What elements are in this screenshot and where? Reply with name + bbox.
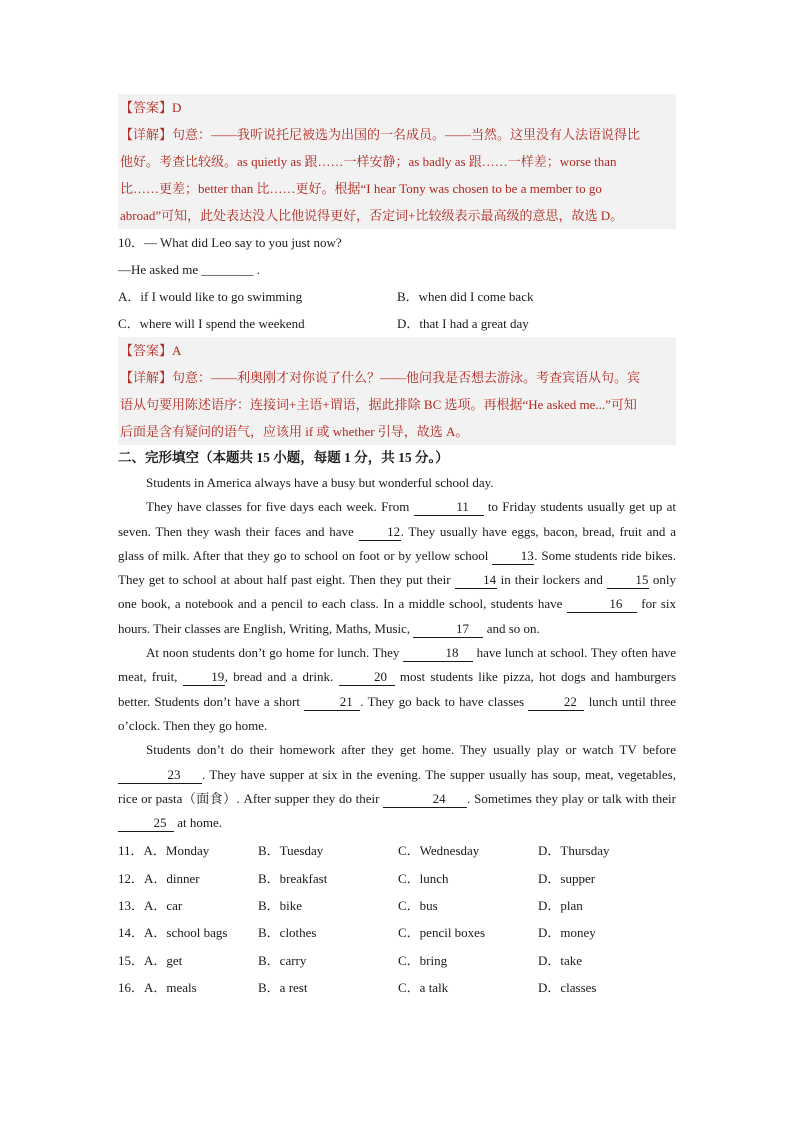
q10-reply: —He asked me ________ .: [118, 262, 260, 277]
choice-option: 11．A．Monday: [118, 843, 210, 859]
choice-row: [118, 919, 676, 946]
blank-24: 24: [383, 791, 467, 808]
choice-option: 16．A．meals: [118, 979, 197, 995]
passage-text: at home.: [174, 815, 223, 831]
passage-paragraph: [118, 641, 676, 738]
choice-option: B．bike: [258, 898, 303, 914]
blank-22: 22: [528, 694, 584, 711]
choice-option: D．plan: [538, 898, 583, 914]
q9-answer: 【答案】D: [120, 100, 182, 115]
q9-detail-line: 他好。考查比较级。as quietly as 跟……一样安静；as badly as 跟……一样差；worse than: [120, 154, 617, 169]
choice-row: [118, 892, 676, 919]
passage-text: only one book, a notebook and a pencil to each class. In a middle school, students have: [118, 572, 676, 612]
passage-text: . Some students ride bikes. They get to school at about half past eight. Then they put their: [118, 547, 676, 588]
blank-21: 21: [304, 694, 360, 711]
blank-20: 20: [339, 669, 395, 686]
passage-paragraph: [118, 495, 676, 641]
choice-row: [118, 947, 676, 974]
q10-option-b: B．when did I come back: [397, 289, 534, 304]
choice-option: 14．A．school bags: [118, 925, 228, 941]
blank-18: 18: [403, 645, 473, 662]
q10-option-c: C．where will I spend the weekend: [118, 316, 305, 331]
q9-answer-box: [118, 94, 676, 229]
passage-text: in their lockers and: [496, 572, 607, 588]
choice-option: B．clothes: [258, 925, 317, 941]
blank-15: 15: [607, 572, 649, 589]
q10-stem: 10．— What did Leo say to you just now?: [118, 235, 342, 250]
choices-list: [118, 837, 676, 1001]
choice-option: B．Tuesday: [258, 843, 324, 859]
blank-14: 14: [455, 572, 497, 589]
blank-12: 12: [359, 524, 401, 541]
choice-option: D．take: [538, 952, 583, 968]
choice-option: D．money: [538, 925, 596, 941]
passage-text: , bread and a drink.: [224, 669, 339, 685]
passage-paragraph: [118, 471, 676, 495]
passage-text: to Friday students usually get up at seven. Then they wash their faces and have: [118, 499, 676, 539]
choice-option: B．a rest: [258, 979, 308, 995]
passage-text: . They go back to have classes: [360, 693, 529, 709]
blank-16: 16: [567, 596, 637, 613]
choice-option: 15．A．get: [118, 952, 183, 968]
choice-row: [118, 837, 676, 864]
section-title: 二、完形填空（本题共 15 小题，每题 1 分，共 15 分。）: [118, 450, 449, 465]
choice-option: C．bring: [398, 952, 448, 968]
blank-17: 17: [413, 621, 483, 638]
choice-row: [118, 974, 676, 1001]
q9-detail-line: 【详解】句意：——我听说托尼被选为出国的一名成员。——当然。这里没有人法语说得比: [120, 127, 641, 142]
q9-detail-line: abroad”可知，此处表达没人比他说得更好，否定词+比较级表示最高级的意思，故选 D。: [120, 208, 624, 223]
passage-text: . They usually have eggs, bacon, bread, fruit and a glass of milk. After that they go to school on foot or by yellow school: [118, 523, 676, 563]
document-page: [118, 94, 676, 1001]
q10-option-a: A．if I would like to go swimming: [118, 289, 303, 304]
q9-detail-line: 比……更差；better than 比……更好。根据“I hear Tony was chosen to be a member to go: [120, 181, 602, 196]
passage-text: . Sometimes they play or talk with their: [467, 790, 676, 806]
blank-13: 13: [492, 548, 534, 565]
passage-text: lunch until three o’clock. Then they go home.: [118, 693, 676, 733]
choice-option: D．supper: [538, 870, 596, 886]
choice-option: D．Thursday: [538, 843, 610, 859]
q10-detail-line: 语从句要用陈述语序：连接词+主语+谓语，据此排除 BC 选项。再根据“He asked me...”可知: [120, 397, 637, 412]
choice-option: 13．A．car: [118, 898, 183, 914]
q10-answer-box: [118, 337, 676, 445]
passage-paragraph: [118, 738, 676, 835]
blank-23: 23: [118, 767, 202, 784]
q10-detail-line: 【详解】句意：——利奥刚才对你说了什么？——他问我是否想去游泳。考查宾语从句。宾: [120, 370, 641, 385]
passage-text: and so on.: [483, 620, 540, 636]
choice-option: C．bus: [398, 898, 438, 914]
q10-options-row: [118, 310, 676, 337]
passage-text: for six hours. Their classes are English, Writing, Maths, Music,: [118, 596, 676, 636]
choice-row: [118, 865, 676, 892]
choice-option: D．classes: [538, 979, 597, 995]
choice-option: B．breakfast: [258, 870, 328, 886]
choice-option: C．a talk: [398, 979, 449, 995]
q10-detail-line: 后面是含有疑问的语气，应该用 if 或 whether 引导，故选 A。: [120, 424, 469, 439]
choice-option: C．lunch: [398, 870, 449, 886]
choice-option: 12．A．dinner: [118, 870, 200, 886]
blank-19: 19: [183, 669, 225, 686]
passage-text: They have classes for five days each week. From: [146, 499, 414, 515]
choice-option: B．carry: [258, 952, 307, 968]
passage-text: Students don’t do their homework after they get home. They usually play or watch TV before: [146, 742, 676, 758]
blank-11: 11: [414, 499, 484, 516]
blank-25: 25: [118, 815, 174, 832]
passage-text: have lunch at school. They often have meat, fruit,: [118, 645, 676, 685]
passage-text: At noon students don’t go home for lunch. They: [146, 645, 403, 661]
passage-text: . They have supper at six in the evening. The supper usually has soup, meat, vegetables, rice or pasta（面食）. After supper they do their: [118, 766, 676, 806]
choice-option: C．pencil boxes: [398, 925, 486, 941]
q10-options-row: [118, 283, 676, 310]
passage-text: Students in America always have a busy but wonderful school day.: [146, 475, 494, 490]
choice-option: C．Wednesday: [398, 843, 480, 859]
passage-text: most students like pizza, hot dogs and hamburgers better. Students don’t have a short: [118, 669, 676, 709]
q10-answer: 【答案】A: [120, 343, 182, 358]
q10-option-d: D．that I had a great day: [397, 316, 529, 331]
